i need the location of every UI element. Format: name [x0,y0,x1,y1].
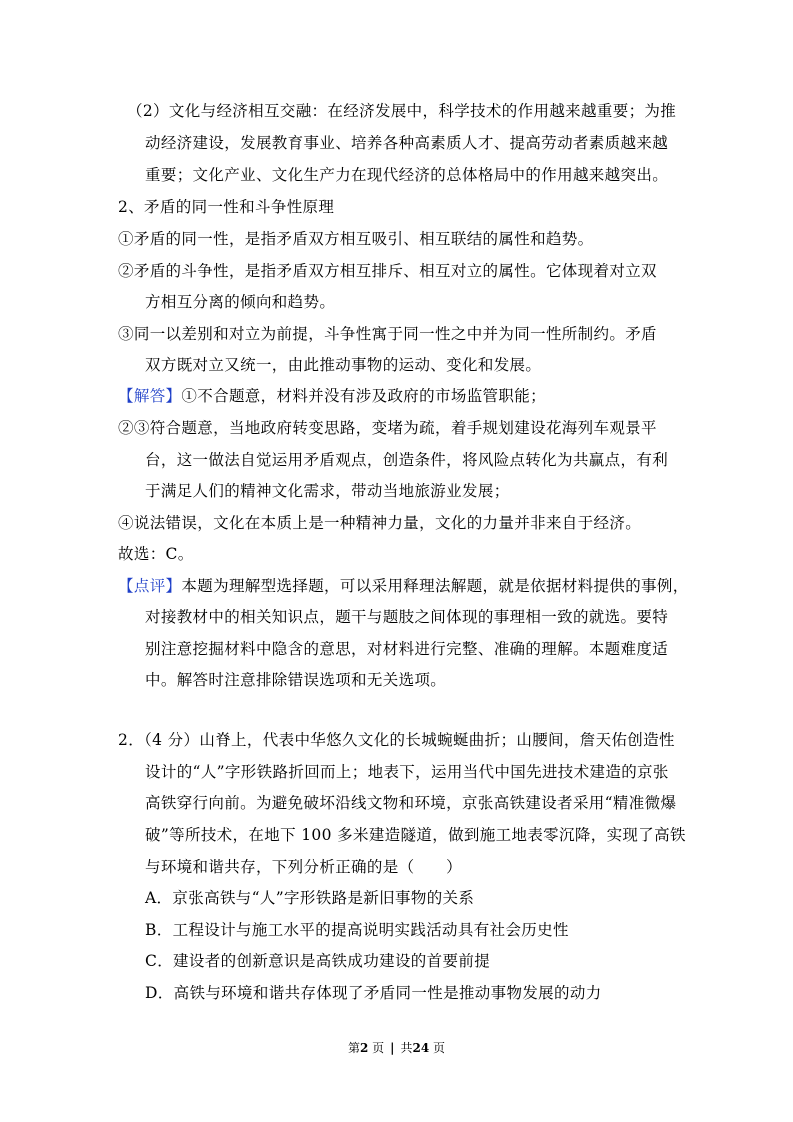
question-stem-line-4: 破”等所技术，在地下 100 多米建造隧道，做到施工地表零沉降，实现了高铁 [145,826,686,844]
analysis-p2-line-1: （2）文化与经济相互交融：在经济发展中，科学技术的作用越来越重要；为推 [127,102,677,120]
answer-line: 故选：C。 [118,545,194,563]
principle-item-3-line-1: ③同一以差别和对立为前提，斗争性寓于同一性之中并为同一性所制约。矛盾 [118,325,657,343]
solution-line-2: ②③符合题意，当地政府转变思路，变堵为疏，着手规划建设花海列车观景平 [118,419,657,437]
page-number: 2 [359,1041,369,1055]
page-prefix: 第 [347,1041,360,1055]
comment-line-4: 中。解答时注意排除错误选项和无关选项。 [145,671,447,689]
option-a: A．京张高铁与“人”字形铁路是新旧事物的关系 [145,889,475,907]
analysis-p2-line-3: 重要；文化产业、文化生产力在现代经济的总体格局中的作用越来越突出。 [145,166,669,184]
page-footer [0,1040,793,1056]
comment-text-1: 本题为理解型选择题，可以采用释理法解题，就是依据材料提供的事例， [181,577,689,595]
principle-item-2-line-2: 方相互分离的倾向和趋势。 [145,293,336,311]
footer-separator: | [390,1041,395,1055]
total-pages: 24 [412,1041,430,1055]
total-prefix: 共 [400,1041,413,1055]
option-b: B．工程设计与施工水平的提高说明实践活动具有社会历史性 [145,921,569,939]
solution-line-3: 台，这一做法自觉运用矛盾观点，创造条件，将风险点转化为共赢点，有利 [145,451,669,469]
question-stem-line-3: 高铁穿行向前。为避免破坏沿线文物和环境，京张高铁建设者采用“精准微爆 [145,794,677,812]
principle-item-3-line-2: 双方既对立又统一，由此推动事物的运动、变化和发展。 [145,356,542,374]
principle-heading: 2、矛盾的同一性和斗争性原理 [118,198,335,216]
total-suffix: 页 [429,1041,446,1055]
comment-line-2: 对接教材中的相关知识点，题干与题肢之间体现的事理相一致的就选。要特 [145,608,669,626]
analysis-p2-line-2: 动经济建设，发展教育事业、培养各种高素质人才、提高劳动者素质越来越 [145,134,669,152]
solution-line-1 [118,386,546,406]
question-stem-line-2: 设计的“人”字形铁路折回而上；地表下，运用当代中国先进技术建造的京张 [145,763,669,781]
solution-line-5: ④说法错误，文化在本质上是一种精神力量，文化的力量并非来自于经济。 [118,514,642,532]
principle-item-1: ①矛盾的同一性，是指矛盾双方相互吸引、相互联结的属性和趋势。 [118,230,594,248]
comment-tag: 【点评】 [118,577,182,595]
comment-line-1 [118,576,689,596]
solution-line-4: 于满足人们的精神文化需求，带动当地旅游业发展； [145,482,510,500]
option-d: D．高铁与环境和谐共存体现了矛盾同一性是推动事物发展的动力 [145,984,602,1002]
question-stem-line-5: 与环境和谐共存，下列分析正确的是（ ） [145,858,463,876]
solution-tag: 【解答】 [118,387,182,405]
page-suffix: 页 [368,1041,385,1055]
question-stem-line-1: 2．（4 分）山脊上，代表中华悠久文化的长城蜿蜒曲折；山腰间，詹天佑创造性 [118,731,675,749]
option-c: C．建设者的创新意识是高铁成功建设的首要前提 [145,952,491,970]
principle-item-2-line-1: ②矛盾的斗争性，是指矛盾双方相互排斥、相互对立的属性。它体现着对立双 [118,262,657,280]
solution-text-1: ①不合题意，材料并没有涉及政府的市场监管职能； [181,387,546,405]
comment-line-3: 别注意挖掘材料中隐含的意思，对材料进行完整、准确的理解。本题难度适 [145,640,669,658]
